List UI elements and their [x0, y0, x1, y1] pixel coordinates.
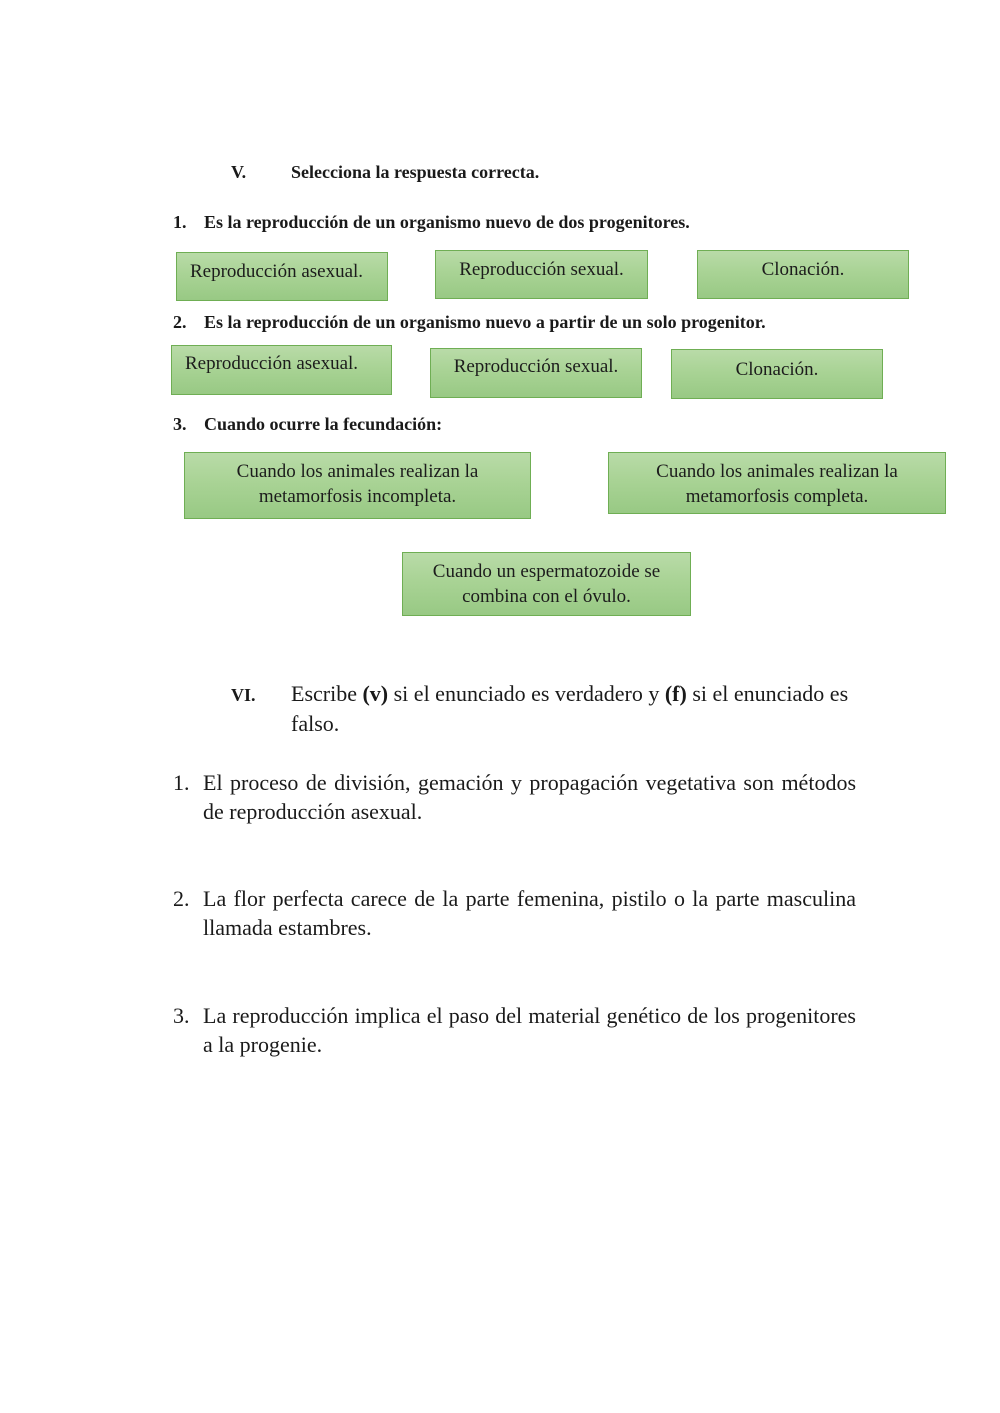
section-vi-title-v: (v) — [362, 681, 389, 706]
q3-option-incompleta[interactable]: Cuando los animales realizan la metamorfosis incompleta. — [184, 452, 531, 519]
q1-option-clonacion[interactable]: Clonación. — [697, 250, 909, 299]
question-2-number: 2. — [173, 312, 187, 332]
q1-option-sexual[interactable]: Reproducción sexual. — [435, 250, 648, 299]
section-vi-title-part1: Escribe — [291, 681, 363, 706]
section-vi-title-part2: si el enunciado es verdadero y — [388, 681, 665, 706]
statement-3-number: 3. — [173, 1003, 190, 1028]
statement-3-text: La reproducción implica el paso del material genético de los progenitores a la progenie. — [203, 1003, 856, 1057]
section-vi-title-part3: si el enunciado es falso. — [291, 681, 849, 736]
statement-1-text: El proceso de división, gemación y propagación vegetativa son métodos de reproducción asexual. — [203, 770, 856, 824]
question-3-number: 3. — [173, 414, 187, 434]
question-1 — [173, 212, 690, 233]
section-vi-title — [291, 679, 861, 739]
question-1-text: Es la reproducción de un organismo nuevo de dos progenitores. — [204, 212, 690, 232]
question-1-number: 1. — [173, 212, 187, 232]
q2-option-asexual[interactable]: Reproducción asexual. — [171, 345, 392, 395]
section-v-number: V. — [231, 162, 247, 182]
q1-option-asexual[interactable]: Reproducción asexual. — [176, 252, 388, 301]
question-2 — [173, 312, 766, 333]
q3-option-espermatozoide[interactable]: Cuando un espermatozoide se combina con el óvulo. — [402, 552, 691, 616]
statement-2-number: 2. — [173, 886, 190, 911]
q2-option-sexual[interactable]: Reproducción sexual. — [430, 348, 642, 398]
section-v-title: Selecciona la respuesta correcta. — [291, 162, 540, 182]
question-3 — [173, 414, 442, 435]
question-2-text: Es la reproducción de un organismo nuevo a partir de un solo progenitor. — [204, 312, 766, 332]
section-vi-number: VI. — [231, 685, 256, 705]
q2-option-clonacion[interactable]: Clonación. — [671, 349, 883, 399]
question-3-text: Cuando ocurre la fecundación: — [204, 414, 443, 434]
statement-1-number: 1. — [173, 770, 190, 795]
statement-2-text: La flor perfecta carece de la parte femenina, pistilo o la parte masculina llamada estambres. — [203, 886, 856, 940]
q3-option-completa[interactable]: Cuando los animales realizan la metamorfosis completa. — [608, 452, 946, 514]
section-vi-title-f: (f) — [664, 681, 687, 706]
